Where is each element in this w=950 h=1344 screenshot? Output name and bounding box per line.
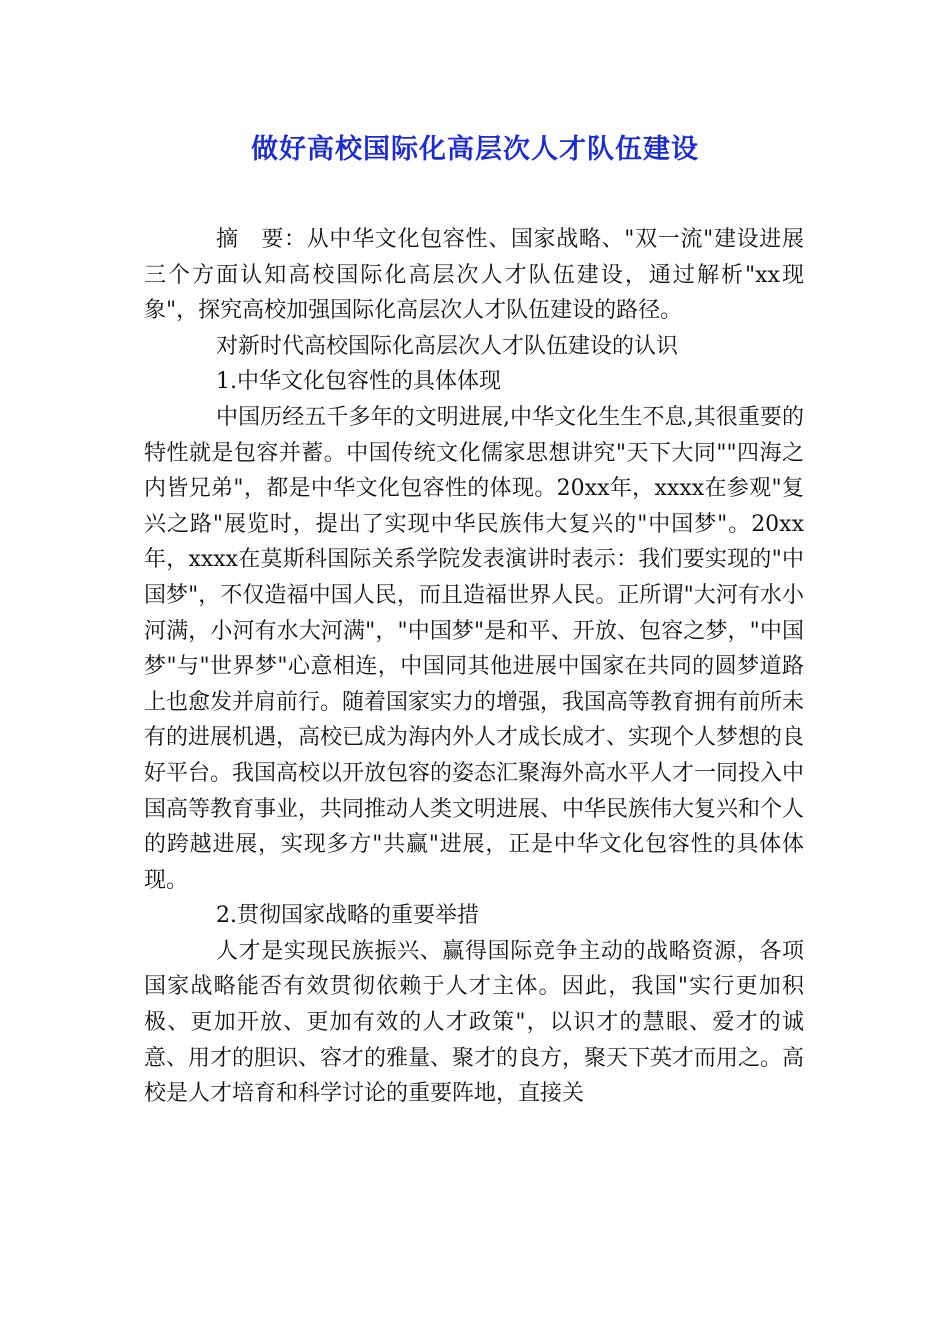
abstract-paragraph: 摘 要：从中华文化包容性、国家战略、"双一流"建设进展三个方面认知高校国际化高层次人才队伍建设，通过解析"xx现象"，探究高校加强国际化高层次人才队伍建设的路径。 <box>144 227 804 324</box>
document-title: 做好高校国际化高层次人才队伍建设 <box>251 134 699 165</box>
body-paragraph: 人才是实现民族振兴、赢得国际竞争主动的战略资源，各项国家战略能否有效贯彻依赖于人才主体。因此，我国"实行更加积极、更加开放、更加有效的人才政策"，以识才的慧眼、爱才的诚意、用才的胆识、容才的雅量、聚才的良方，聚天下英才而用之。高校是人才培育和科学讨论的重要阵地，直接关 <box>144 938 805 1107</box>
subsection-heading-1: 1.中华文化包容性的具体体现 <box>216 369 501 395</box>
section-heading: 对新时代高校国际化高层次人才队伍建设的认识 <box>216 333 679 359</box>
body-paragraph: 中国历经五千多年的文明进展,中华文化生生不息,其很重要的特性就是包容并蓄。中国传统文化儒家思想讲究"天下大同""四海之内皆兄弟"，都是中华文化包容性的体现。20xx年，xxxx在参观"复兴之路"展览时，提出了实现中华民族伟大复兴的"中国梦"。20xx年，xxxx在莫斯科国际关系学院发表演讲时表示：我们要实现的"中国梦"，不仅造福中国人民，而且造福世界人民。正所谓"大河有水小河满，小河有水大河满"，"中国梦"是和平、开放、包容之梦，"中国梦"与"世界梦"心意相连，中国同其他进展中国家在共同的圆梦道路上也愈发并肩前行。随着国家实力的增强，我国高等教育拥有前所未有的进展机遇，高校已成为海内外人才成长成才、实现个人梦想的良好平台。我国高校以开放包容的姿态汇聚海外高水平人才一同投入中国高等教育事业，共同推动人类文明进展、中华民族伟大复兴和个人的跨越进展，实现多方"共赢"进展，正是中华文化包容性的具体体现。 <box>144 404 805 893</box>
subsection-heading-2: 2.贯彻国家战略的重要举措 <box>216 903 479 929</box>
document-body <box>144 222 804 1112</box>
